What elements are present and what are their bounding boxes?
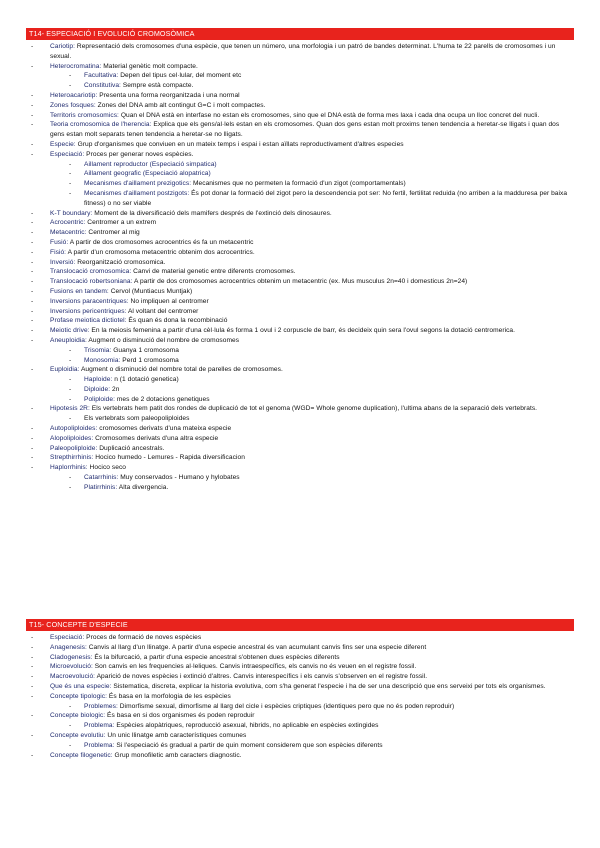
item-definition: Alta divergencia.	[117, 483, 169, 491]
item-definition: Centromer al mig	[86, 229, 140, 237]
item-term: Que és una especie:	[50, 682, 112, 690]
bullet-dash: -	[69, 415, 72, 423]
bullet-dash: -	[31, 209, 34, 217]
list-item	[26, 140, 574, 150]
sub-list-item	[26, 721, 574, 731]
bullet-dash: -	[31, 278, 34, 286]
bullet-dash: -	[31, 287, 34, 295]
item-definition: Son canvis en les frequencies al·leliques. Canvis intraespecífics, els canvis no és veuen en el registre fossil.	[92, 663, 417, 671]
sub-list-item	[26, 169, 574, 179]
item-definition: Sistematica, discreta, explicar la historia evolutiva, com s'ha generat l'especie i ha de ser una descripció que ens serveixi per tots els organismes.	[111, 682, 546, 690]
item-text	[50, 287, 574, 297]
item-definition: Si l'especiació és gradual a partir de quin moment considerem que son espècies diferents	[114, 741, 383, 749]
item-text	[50, 682, 574, 692]
item-text	[50, 692, 574, 702]
list-item	[26, 238, 574, 248]
item-text	[50, 140, 574, 150]
item-definition: A partir d'un cromosoma metacentric obtenim dos acrocentrics.	[66, 248, 255, 256]
item-definition: Al voltant del centromer	[126, 307, 199, 315]
bullet-dash: -	[31, 682, 34, 690]
item-term: K-T boundary:	[50, 209, 93, 217]
item-term: Mecanismes d'aillament prezigotics:	[84, 180, 192, 188]
list-item	[26, 336, 574, 346]
sub-list-item	[26, 414, 574, 424]
item-term: Territoris cromosomics:	[50, 111, 119, 119]
item-text	[84, 346, 574, 356]
sub-list-item	[26, 375, 574, 385]
item-term: Concepte evolutiu:	[50, 731, 106, 739]
item-term: Profase meiotica dictiotel:	[50, 317, 127, 325]
bullet-dash: -	[31, 62, 34, 70]
list-item	[26, 209, 574, 219]
bullet-dash: -	[69, 474, 72, 482]
item-text	[84, 189, 574, 209]
item-definition: n (1 dotació genetica)	[112, 376, 179, 384]
item-text	[50, 307, 574, 317]
bullet-dash: -	[31, 238, 34, 246]
item-text	[50, 365, 574, 375]
item-definition: No impliquen al centromer	[128, 297, 209, 305]
item-text	[50, 434, 574, 444]
bullet-dash: -	[31, 327, 34, 335]
bullet-dash: -	[31, 444, 34, 452]
bullet-dash: -	[31, 297, 34, 305]
item-definition: Explica que els gens/al·lels estan en els cromosomes. Quan dos gens estan molt proxims tenen tendencia a heretar-se lligats i quan dos gens estan molt separats tenen tendencia a heretar-se no lligats.	[50, 121, 560, 139]
item-definition: Duplicació ancestrals.	[97, 444, 165, 452]
item-term: Fusions en tandem:	[50, 287, 109, 295]
list-item	[26, 463, 574, 473]
bullet-dash: -	[31, 258, 34, 266]
bullet-dash: -	[31, 101, 34, 109]
list-item	[26, 751, 574, 761]
item-term: Mecanismes d'aillament postzigots:	[84, 189, 190, 197]
item-term: Constitutiva:	[84, 82, 121, 90]
item-text	[50, 228, 574, 238]
item-text	[50, 463, 574, 473]
item-definition: Perd 1 cromosoma	[120, 356, 179, 364]
list-item	[26, 643, 574, 653]
bullet-dash: -	[31, 366, 34, 374]
item-term: Fusió:	[50, 238, 69, 246]
item-definition: Espècies alopàtriques, reproducció asexual, hibrids, no aplicable en espècies extingides	[114, 722, 379, 730]
item-text	[50, 62, 574, 72]
bullet-dash: -	[31, 229, 34, 237]
item-term: Macroevolució:	[50, 673, 96, 681]
item-term: Microevolució:	[50, 663, 93, 671]
item-term: Fisió:	[50, 248, 67, 256]
bullet-dash: -	[31, 643, 34, 651]
item-definition: Hocico humedo - Lemures - Rapida diversificacion	[93, 454, 245, 462]
item-term: Aneuploidia:	[50, 336, 87, 344]
list-item	[26, 365, 574, 375]
item-text	[84, 356, 574, 366]
item-definition: És pot donar la formació del zigot pero la descendencia pot ser: No fertil, fertilitat reduida (no arriben a la madduresa per baixa fitness) o no ser viable	[84, 189, 568, 207]
bullet-dash: -	[31, 663, 34, 671]
item-text	[50, 297, 574, 307]
item-definition: Depen del tipus cel·lular, del moment etc	[118, 72, 242, 80]
bullet-dash: -	[69, 160, 72, 168]
list-item	[26, 287, 574, 297]
item-term: Monosomia:	[84, 356, 121, 364]
bullet-dash: -	[31, 434, 34, 442]
bullet-dash: -	[31, 43, 34, 50]
item-term: Concepte tipologic:	[50, 692, 108, 700]
item-definition: Moment de la diversificació dels mamifers després de l'extinció dels dinosaures.	[92, 209, 332, 217]
sub-list-item	[26, 473, 574, 483]
bullet-dash: -	[69, 702, 72, 710]
list-item	[26, 42, 574, 62]
list-item	[26, 424, 574, 434]
item-text	[84, 702, 574, 712]
item-term: Strepthirrhinis:	[50, 454, 94, 462]
list-item	[26, 62, 574, 72]
item-text	[50, 751, 574, 761]
item-term: Paleopoliploide:	[50, 444, 98, 452]
bullet-dash: -	[31, 751, 34, 759]
item-term: Zones fosques:	[50, 101, 96, 109]
item-text	[84, 721, 574, 731]
item-text	[50, 424, 574, 434]
item-definition: Augment o disminució del nombre total de parelles de cromosomes.	[79, 366, 283, 374]
item-term: Catarrhinis:	[84, 474, 119, 482]
item-term: Especiació:	[50, 150, 85, 158]
item-text	[50, 672, 574, 682]
item-term: Translocació robertsoniana:	[50, 278, 133, 286]
item-text	[50, 444, 574, 454]
list-item	[26, 633, 574, 643]
bullet-dash: -	[31, 653, 34, 661]
item-text	[50, 336, 574, 346]
bullet-dash: -	[69, 395, 72, 403]
list-item	[26, 277, 574, 287]
list-item	[26, 404, 574, 414]
item-term: Autopoliploides:	[50, 425, 98, 433]
item-term: Heteroacariotip:	[50, 91, 98, 99]
item-definition: Material genètic molt compacte.	[101, 62, 198, 70]
item-text	[50, 218, 574, 228]
item-term: Haplorrhinis:	[50, 464, 88, 472]
bullet-dash: -	[31, 121, 34, 129]
item-term: Heterocromatina:	[50, 62, 102, 70]
bullet-dash: -	[69, 170, 72, 178]
bullet-dash: -	[31, 150, 34, 158]
item-definition: Grup monofiletic amb caracters diagnostic.	[112, 751, 242, 759]
item-text	[50, 267, 574, 277]
item-definition: Zones del DNA amb alt contingut G=C i molt compactes.	[95, 101, 266, 109]
list-item	[26, 662, 574, 672]
item-definition: Mecanismes que no permeten la formació d'un zigot (comportamentals)	[191, 180, 406, 188]
item-definition: Reorganització cromosomica.	[75, 258, 166, 266]
bullet-dash: -	[69, 385, 72, 393]
item-term: Inversions pericentriques:	[50, 307, 127, 315]
item-term: Platirrhinis:	[84, 483, 118, 491]
item-term: Translocació cromosomica:	[50, 268, 132, 276]
bullet-dash: -	[69, 741, 72, 749]
list-item	[26, 120, 574, 140]
bullet-dash: -	[31, 111, 34, 119]
list-item	[26, 682, 574, 692]
item-definition: Sempre està compacte.	[120, 82, 194, 90]
item-term: Diploide:	[84, 385, 111, 393]
list-item	[26, 326, 574, 336]
item-text	[50, 633, 574, 643]
item-term: Concepte biologic:	[50, 712, 106, 720]
item-definition: Augment o disminució del nombre de cromosomes	[86, 336, 240, 344]
item-definition: Proces per generar noves espècies.	[84, 150, 194, 158]
item-text	[50, 453, 574, 463]
item-text	[50, 662, 574, 672]
item-term: Inversió:	[50, 258, 76, 266]
item-text	[84, 414, 574, 424]
sub-list-item	[26, 385, 574, 395]
section-list-t14	[26, 42, 574, 493]
item-term: Metacentric:	[50, 229, 87, 237]
item-definition: Presenta una forma reorganitzada i una normal	[97, 91, 240, 99]
item-term: Aillament reproductor (Especiació simpatica)	[84, 160, 217, 168]
sub-list-item	[26, 741, 574, 751]
bullet-dash: -	[69, 180, 72, 188]
item-text	[84, 160, 574, 170]
list-item	[26, 101, 574, 111]
section-heading-t15: T15- CONCEPTE D'ESPECIE	[26, 619, 574, 631]
item-definition: Un unic llinatge amb característiques comunes	[105, 731, 247, 739]
item-definition: Dimorfisme sexual, dimorfisme al llarg del cicle i espècies criptiques (identiques pero que no és poden reproduir)	[117, 702, 455, 710]
item-definition: Proces de formació de noves espècies	[84, 634, 202, 641]
item-definition: Quan el DNA està en interfase no estan els cromosomes, sino que el DNA està de forma mes laxa i cada dna ocupa un lloc concret del nucli.	[118, 111, 540, 119]
item-term: Cladogenesis:	[50, 653, 93, 661]
bullet-dash: -	[69, 189, 72, 197]
item-definition: Representació dels cromosomes d'una espècie, que tenen un número, una morfologia i un patró de bandes determinat. L'huma te 22 parells de cromosomes i un sexual.	[50, 43, 556, 60]
list-item	[26, 91, 574, 101]
item-text	[50, 326, 574, 336]
bullet-dash: -	[69, 483, 72, 491]
item-definition: Canvi de material genetic entre diferents cromosomes.	[131, 268, 296, 276]
item-term: Especiació:	[50, 634, 85, 641]
bullet-dash: -	[31, 307, 34, 315]
item-term: Alopoliploides:	[50, 434, 94, 442]
bullet-dash: -	[31, 425, 34, 433]
list-item	[26, 150, 574, 160]
item-term: Problema:	[84, 722, 115, 730]
item-definition: mes de 2 dotacions genetiques	[114, 395, 210, 403]
list-item	[26, 434, 574, 444]
bullet-dash: -	[69, 722, 72, 730]
item-definition: És la bifurcació, a partir d'una especie ancestral s'obtenen dues espècies diferents	[92, 653, 340, 661]
item-text	[84, 81, 574, 91]
item-text	[50, 653, 574, 663]
sub-list-item	[26, 160, 574, 170]
list-item	[26, 307, 574, 317]
item-text	[84, 385, 574, 395]
item-definition: cromosomes derivats d'una mateixa especie	[97, 425, 232, 433]
bullet-dash: -	[31, 336, 34, 344]
list-item	[26, 453, 574, 463]
bullet-dash: -	[31, 140, 34, 148]
item-term: Problema:	[84, 741, 115, 749]
item-text	[84, 169, 574, 179]
bullet-dash: -	[31, 464, 34, 472]
section-heading-t14: T14- ESPECIACIÓ I EVOLUCIÓ CROMOSÒMICA	[26, 28, 574, 40]
list-item	[26, 444, 574, 454]
list-item	[26, 711, 574, 721]
item-term: Poliploide:	[84, 395, 115, 403]
item-term: Acrocentric:	[50, 219, 86, 227]
item-text	[50, 404, 574, 414]
item-text	[50, 42, 574, 62]
item-definition: És basa en si dos organismes és poden reproduir	[105, 712, 255, 720]
item-definition: Cervol (Muntiacus Muntjak)	[108, 287, 193, 295]
bullet-dash: -	[31, 692, 34, 700]
list-item	[26, 218, 574, 228]
bullet-dash: -	[31, 219, 34, 227]
bullet-dash: -	[31, 268, 34, 276]
item-term: Meiotic drive:	[50, 327, 90, 335]
sub-list-item	[26, 702, 574, 712]
bullet-dash: -	[31, 405, 34, 413]
item-definition: Canvis al llarg d'un llinatge. A partir d'una especie ancestral és van acumulant canvis fins ser una especie diferent	[86, 643, 427, 651]
sub-list-item	[26, 356, 574, 366]
list-item	[26, 267, 574, 277]
list-item	[26, 111, 574, 121]
item-text	[50, 101, 574, 111]
item-definition: A partir de dos cromosomes acrocentrics obtenim un metacentric (ex. Mus musculus 2n=40 i domesticus 2n=24)	[132, 278, 468, 286]
item-term: Problemes:	[84, 702, 118, 710]
item-definition: Aparició de noves espècies i extinció d'altres. Canvis interespecífics i els canvis s'observen en el registre fossil.	[95, 673, 428, 681]
list-item	[26, 248, 574, 258]
item-definition: Muy conservados - Humano y hylobates	[118, 474, 240, 482]
item-term: Hipotesis 2R:	[50, 405, 90, 413]
sub-list-item	[26, 346, 574, 356]
item-text	[84, 71, 574, 81]
item-term: Trisomia:	[84, 346, 112, 354]
item-text	[50, 711, 574, 721]
list-item	[26, 297, 574, 307]
item-term: Especie:	[50, 140, 76, 148]
bullet-dash: -	[69, 356, 72, 364]
bullet-dash: -	[31, 454, 34, 462]
section-list-t15	[26, 633, 574, 760]
item-text	[84, 473, 574, 483]
bullet-dash: -	[31, 634, 34, 641]
list-item	[26, 258, 574, 268]
item-text	[50, 238, 574, 248]
item-definition: Els vertebrats hem patit dos rondes de duplicació de tot el genoma (WGD= Whole genome duplication), l'ultima abans de la separació dels vertebrats.	[89, 405, 538, 413]
item-definition: Grup d'organismes que conviuen en un mateix temps i espai i estan aïllats reproductivament d'altres especies	[75, 140, 404, 148]
item-definition: A partir de dos cromosomes acrocentrics és fa un metacentric	[68, 238, 254, 246]
bullet-dash: -	[69, 72, 72, 80]
item-term: Euploidia:	[50, 366, 80, 374]
list-item	[26, 316, 574, 326]
item-definition: Els vertebrats som paleopoliploides	[84, 415, 190, 423]
bullet-dash: -	[69, 346, 72, 354]
item-text	[50, 150, 574, 160]
list-item	[26, 653, 574, 663]
item-text	[50, 248, 574, 258]
sub-list-item	[26, 189, 574, 209]
list-item	[26, 692, 574, 702]
list-item	[26, 228, 574, 238]
list-item	[26, 672, 574, 682]
item-term: Teoria cromosomica de l'herencia:	[50, 121, 152, 129]
item-text	[50, 258, 574, 268]
item-term: Aillament geografic (Especiació alopatrica)	[84, 170, 211, 178]
item-term: Haploide:	[84, 376, 113, 384]
bullet-dash: -	[31, 91, 34, 99]
bullet-dash: -	[31, 248, 34, 256]
item-definition: Guanya 1 cromosoma	[111, 346, 179, 354]
item-definition: En la meiosis femenina a partir d'una cèl·lula és forma 1 ovul i 2 corpuscle de barr, és decideix quin sera l'ovul segons la dotació centromerica.	[89, 327, 516, 335]
item-text	[50, 731, 574, 741]
item-text	[84, 375, 574, 385]
list-item	[26, 731, 574, 741]
item-term: Facultativa:	[84, 72, 119, 80]
bullet-dash: -	[69, 82, 72, 90]
bullet-dash: -	[31, 712, 34, 720]
item-text	[50, 643, 574, 653]
item-text	[50, 277, 574, 287]
item-term: Cariotip:	[50, 43, 76, 50]
sub-list-item	[26, 483, 574, 493]
item-text	[50, 316, 574, 326]
bullet-dash: -	[31, 731, 34, 739]
item-definition: 2n	[110, 385, 120, 393]
item-text	[84, 395, 574, 405]
item-text	[50, 91, 574, 101]
item-text	[84, 741, 574, 751]
item-term: Inversions paracentriques:	[50, 297, 129, 305]
item-term: Concepte filogenetic:	[50, 751, 113, 759]
item-text	[84, 483, 574, 493]
item-text	[50, 111, 574, 121]
item-definition: Cromosomes derivats d'una altra especie	[93, 434, 219, 442]
item-definition: Hocico seco	[87, 464, 127, 472]
item-text	[50, 209, 574, 219]
sub-list-item	[26, 71, 574, 81]
sub-list-item	[26, 81, 574, 91]
item-term: Anagenesis:	[50, 643, 87, 651]
sub-list-item	[26, 395, 574, 405]
item-definition: Centromer a un extrem	[85, 219, 157, 227]
item-definition: És quan és dona la recombinació	[126, 317, 228, 325]
bullet-dash: -	[31, 673, 34, 681]
bullet-dash: -	[31, 317, 34, 325]
item-text	[50, 120, 574, 140]
item-text	[84, 179, 574, 189]
bullet-dash: -	[69, 376, 72, 384]
item-definition: És basa en la morfologia de les espècies	[107, 692, 231, 700]
sub-list-item	[26, 179, 574, 189]
